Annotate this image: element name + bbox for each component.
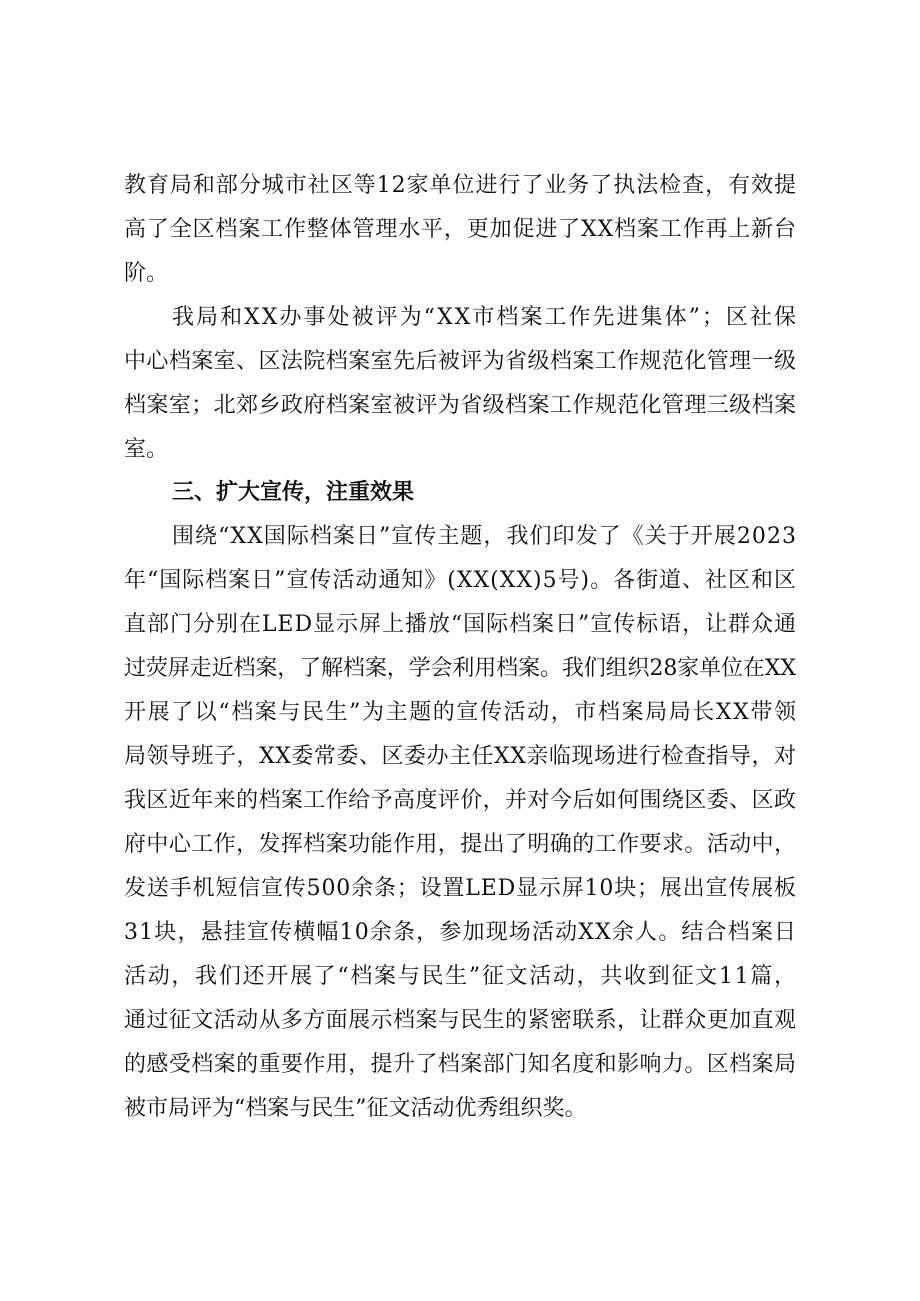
body-text-line: 31块，悬挂宣传横幅10余条，参加现场活动XX余人。结合档案日 xyxy=(124,920,798,945)
section-heading: 三、扩大宣传，注重效果 xyxy=(172,480,415,505)
body-text-line: 高了全区档案工作整体管理水平，更加促进了XX档案工作再上新台 xyxy=(124,217,797,242)
body-text-line: 府中心工作，发挥档案功能作用，提出了明确的工作要求。活动中， xyxy=(124,832,797,857)
body-text-line: 的感受档案的重要作用，提升了档案部门知名度和影响力。区档案局 xyxy=(124,1052,797,1077)
body-text-line: 围绕“XX国际档案日”宣传主题，我们印发了《关于开展2023 xyxy=(172,524,798,549)
body-text-line: 局领导班子，XX委常委、区委办主任XX亲临现场进行检查指导，对 xyxy=(124,744,797,769)
body-text-line: 发送手机短信宣传500余条；设置LED显示屏10块；展出宣传展板 xyxy=(124,876,797,901)
body-text-line: 室。 xyxy=(124,437,169,462)
body-text-line: 教育局和部分城市社区等12家单位进行了业务了执法检查，有效提 xyxy=(124,173,797,198)
body-text-line: 阶。 xyxy=(124,261,169,286)
body-text-line: 直部门分别在LED显示屏上播放“国际档案日”宣传标语，让群众通 xyxy=(124,612,797,637)
body-text-line: 档案室；北郊乡政府档案室被评为省级档案工作规范化管理三级档案 xyxy=(124,393,797,418)
body-text-line: 过荧屏走近档案，了解档案，学会利用档案。我们组织28家单位在XX xyxy=(124,656,796,681)
body-text-line: 年“国际档案日”宣传活动通知》(XX(XX)5号)。各街道、社区和区 xyxy=(124,568,797,593)
body-text-line: 我局和XX办事处被评为“XX市档案工作先进集体”；区社保 xyxy=(172,305,799,330)
body-text-line: 通过征文活动从多方面展示档案与民生的紧密联系，让群众更加直观 xyxy=(124,1008,797,1033)
body-text-line: 中心档案室、区法院档案室先后被评为省级档案工作规范化管理一级 xyxy=(124,349,797,374)
body-text-line: 开展了以“档案与民生”为主题的宣传活动，市档案局局长XX带领 xyxy=(124,700,798,725)
body-text-line: 活动，我们还开展了“档案与民生”征文活动，共收到征文11篇， xyxy=(124,964,798,989)
body-text-line: 被市局评为“档案与民生”征文活动优秀组织奖。 xyxy=(124,1096,587,1121)
body-text-line: 我区近年来的档案工作给予高度评价，并对今后如何围绕区委、区政 xyxy=(124,788,797,813)
